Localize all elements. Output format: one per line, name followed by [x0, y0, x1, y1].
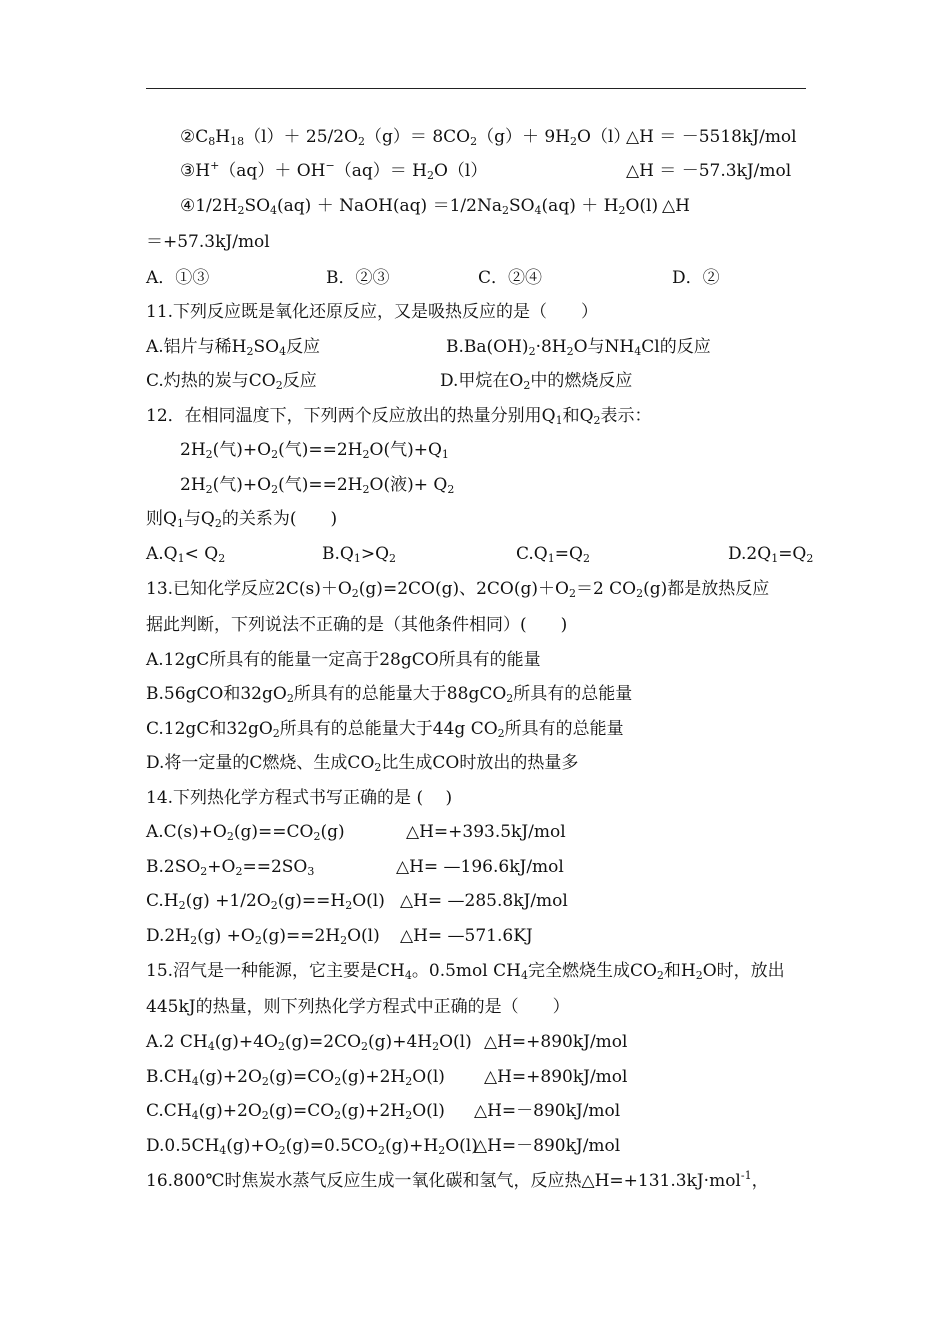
question-13: 13.已知化学反应$2C(s)+O_2(g)=2CO(g)$、$2CO(g)+O_2=2$ $CO_2(g)$都是放热反应	[146, 579, 770, 600]
q14-option-c: $C.H_2(g) +1/2O_2(g)==H_2O(l)$	[146, 891, 385, 912]
q14-option-c-enthalpy: △H= —285.8kJ/mol	[400, 891, 568, 911]
equation-2-enthalpy: △H ＝ －5518kJ/mol	[626, 127, 797, 147]
q15-option-a-enthalpy: △H=+890kJ/mol	[484, 1032, 628, 1052]
q13-prompt: 据此判断，下列说法不正确的是（其他条件相同）( )	[146, 615, 568, 635]
q12-reaction-2: $2H_2$(气)$+O_2$(气)$==2H_2O$(液)+ $Q_2$	[180, 475, 455, 496]
q12-option-a: $A.Q_1< Q_2$	[146, 544, 226, 565]
q14-option-a: $A.C(s)+O_2(g)==CO_2(g)$	[146, 822, 345, 843]
q12-option-b: $B.Q_1>Q_2$	[322, 544, 397, 565]
q15-option-d: $D.0.5CH_4(g)+O_2(g)=0.5CO_2(g)+H_2O(l)$	[146, 1136, 478, 1157]
q11-option-c: C.灼热的炭与$CO_2$反应	[146, 371, 317, 392]
header-rule	[146, 88, 806, 89]
equation-4-enthalpy-value: ＝+57.3kJ/mol	[146, 232, 270, 252]
equation-4: $④1/2H_2SO_4(aq)$ ＋ NaOH(aq) $=1/2Na_2SO_4(aq) + H_2O(l)$	[180, 196, 659, 217]
question-14: 14.下列热化学方程式书写正确的是 ( )	[146, 788, 453, 808]
q13-option-d: D.将一定量的C燃烧、生成$CO_2$比生成CO时放出的热量多	[146, 753, 579, 774]
q15-option-b-enthalpy: △H=+890kJ/mol	[484, 1067, 628, 1087]
q12-option-d: $D.2Q_1=Q_2$	[728, 544, 814, 565]
equation-2: $②C_8H_{18}(l)+ 25/2O_2(g)= 8CO_2(g)+ 9H_2O(l)$	[180, 127, 631, 148]
q15-option-c-enthalpy: △H=－890kJ/mol	[474, 1101, 621, 1121]
q12-option-c: $C.Q_1=Q_2$	[516, 544, 590, 565]
q13-option-a: A.12gC所具有的能量一定高于28gCO所具有的能量	[146, 650, 541, 670]
equation-4-enthalpy-label: △H	[662, 196, 690, 216]
q14-option-b: $B.2SO_2+O_2==2SO_3$	[146, 857, 315, 878]
question-15: 15.沼气是一种能源，它主要是$CH_4$。0.5mol $CH_4$完全燃烧生成$CO_2$和$H_2O$时，放出	[146, 961, 785, 982]
equation-3: ③H+（aq）＋ $OH^-(aq)= H_2O(l)$	[180, 159, 488, 182]
q14-option-d-enthalpy: △H= —571.6KJ	[400, 926, 533, 946]
q11-option-b: $B.Ba(OH)_2\cdot 8H_2O$与$NH_4Cl$的反应	[446, 337, 711, 358]
q15-option-b: $B.CH_4(g)+2O_2(g)=CO_2(g)+2H_2O(l)$	[146, 1067, 445, 1088]
q12-prompt: 则$Q_1$与$Q_2$的关系为( )	[146, 509, 338, 530]
q14-option-d: $D.2H_2(g) +O_2(g)==2H_2O(l)$	[146, 926, 380, 947]
q14-option-b-enthalpy: △H= —196.6kJ/mol	[396, 857, 564, 877]
q15-option-c: $C.CH_4(g)+2O_2(g)=CO_2(g)+2H_2O(l)$	[146, 1101, 445, 1122]
option-c: C．②④	[478, 268, 543, 288]
q11-option-a: A.铝片与稀$H_2SO_4$反应	[146, 337, 321, 358]
q11-option-d: D.甲烷在$O_2$中的燃烧反应	[440, 371, 633, 392]
q12-reaction-1: $2H_2$(气)$+O_2$(气)$==2H_2O$(气)$+Q_1$	[180, 440, 449, 461]
q15-prompt: 445kJ的热量，则下列热化学方程式中正确的是（ ）	[146, 997, 570, 1017]
equation-3-enthalpy: △H ＝ －57.3kJ/mol	[626, 161, 792, 181]
q13-option-c: C.12gC和$32gO_2$所具有的总能量大于44g $CO_2$所具有的总能量	[146, 719, 624, 740]
q15-option-a: A.2 $CH_4(g)+4O_2(g)=2CO_2(g)+4H_2O(l)$	[146, 1032, 472, 1053]
option-d: D．②	[672, 268, 720, 288]
q13-option-b: B.56gCO和$32gO_2$所具有的总能量大于88gCO$_2$所具有的总能量	[146, 684, 633, 705]
q15-option-d-enthalpy: △H=－890kJ/mol	[474, 1136, 621, 1156]
question-11: 11.下列反应既是氧化还原反应，又是吸热反应的是（ ）	[146, 302, 599, 322]
option-b: B．②③	[326, 268, 390, 288]
q14-option-a-enthalpy: △H=+393.5kJ/mol	[406, 822, 566, 842]
question-12: 12．在相同温度下，下列两个反应放出的热量分别用$Q_1$和$Q_2$表示：	[146, 406, 652, 427]
option-a: A．①③	[146, 268, 210, 288]
question-16: 16.800℃时焦炭水蒸气反应生成一氧化碳和氢气，反应热△H=+131.3kJ·mol$^{-1}$，	[146, 1169, 769, 1191]
